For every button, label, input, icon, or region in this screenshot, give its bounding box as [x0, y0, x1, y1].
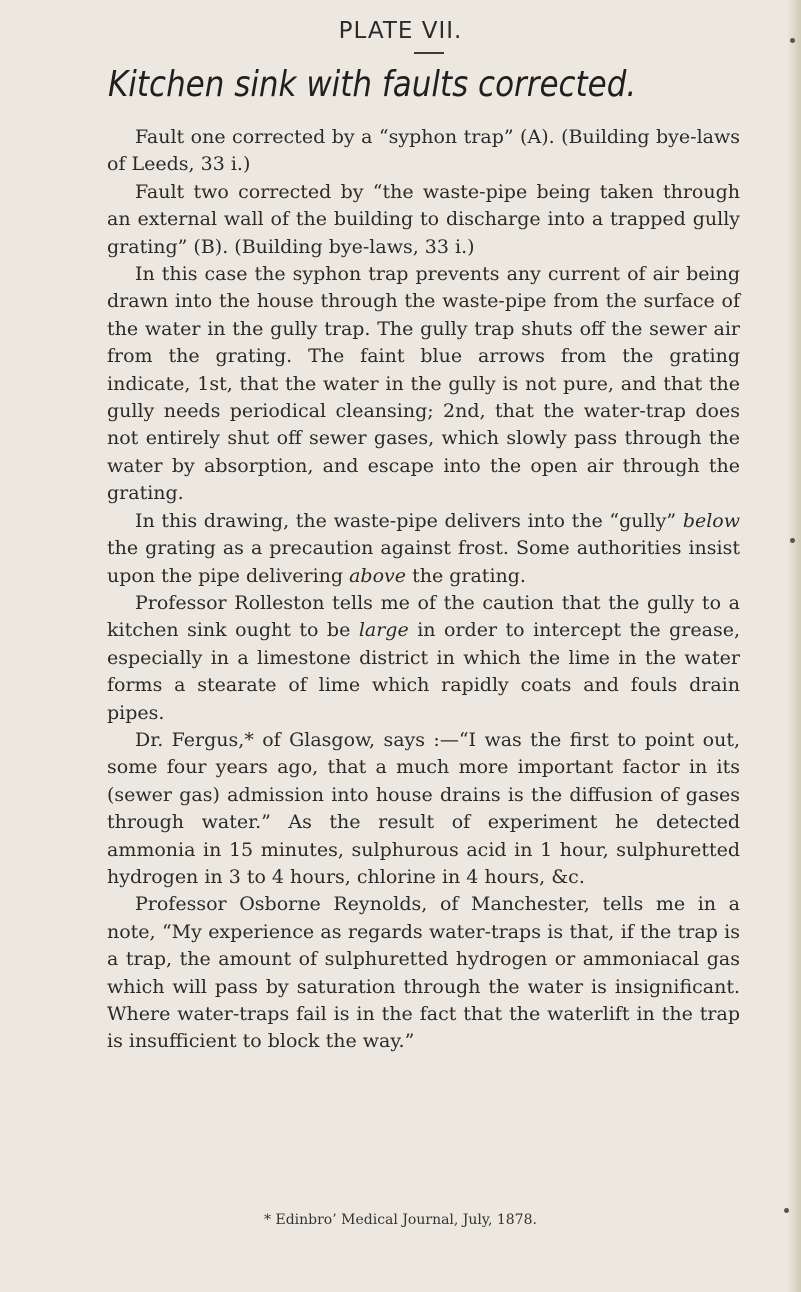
paragraph-drawing-part-a: In this drawing, the waste-pipe delivers into the “gully”: [135, 509, 677, 532]
paragraph-reynolds: Professor Osborne Reynolds, of Manchester, tells me in a note, “My experience as regards water-traps is that, if the trap is a trap, the amount of sulphuretted hydrogen or ammoniacal gas which will pass by saturation through the water is insignificant. Where water-traps fail is in the fact that the waterlift in the trap is insufficient to block the way.”: [107, 893, 740, 1053]
paragraph-rolleston-part-a: Professor Rolleston tells me of the caution that the gully to a kitchen sink ought to be: [107, 591, 740, 642]
paragraph-fergus: Dr. Fergus,* of Glasgow, says :—“I was the first to point out, some four years ago, that a much more important factor in its (sewer gas) admission into house drains is the diffusion of gases through water.” As the result of experiment he detected ammonia in 15 minutes, sulphurous acid in 1 hour, sulphuretted hydrogen in 3 to 4 hours, chlorine in 4 hours, &c.: [107, 728, 740, 888]
emphasis-large: large: [358, 619, 409, 642]
paragraph-rolleston-part-b: in order to intercept the grease, especially in a limestone district in which the lime in the water forms a stearate of lime which rapidly coats and fouls drain pipes.: [107, 619, 740, 724]
page-title: Kitchen sink with faults corrected.: [108, 64, 637, 105]
page-edge-shadow: [787, 0, 801, 1292]
paragraph-drawing: [107, 508, 740, 590]
body-text: [107, 124, 740, 1056]
margin-mark: [790, 538, 795, 543]
emphasis-above: above: [349, 564, 407, 587]
paragraph-rolleston: [107, 590, 740, 727]
margin-mark: [790, 38, 795, 43]
plate-rule: [414, 52, 444, 54]
emphasis-below: below: [682, 509, 740, 532]
paragraph-fault-one: Fault one corrected by a “syphon trap” (A). (Building bye-laws of Leeds, 33 i.): [107, 126, 740, 176]
paragraph-drawing-part-b: the grating as a precaution against frost. Some authorities insist upon the pipe delivering: [107, 537, 740, 587]
plate-label: PLATE VII.: [338, 18, 463, 44]
margin-mark: [784, 1208, 789, 1213]
paragraph-fault-two: Fault two corrected by “the waste-pipe being taken through an external wall of the building to discharge into a trapped gully grating” (B). (Building bye-laws, 33 i.): [107, 180, 740, 258]
paragraph-syphon-trap: In this case the syphon trap prevents any current of air being drawn into the house through the waste-pipe from the surface of the water in the gully trap. The gully trap shuts off the sewer air from the grating. The faint blue arrows from the grating indicate, 1st, that the water in the gully is not pure, and that the gully needs periodical cleansing; 2nd, that the water-trap does not entirely shut off sewer gases, which slowly pass through the water by absorption, and escape into the open air through the grating.: [107, 263, 740, 505]
paragraph-drawing-part-c: the grating.: [412, 564, 526, 587]
footnote: * Edinbro’ Medical Journal, July, 1878.: [264, 1212, 537, 1228]
